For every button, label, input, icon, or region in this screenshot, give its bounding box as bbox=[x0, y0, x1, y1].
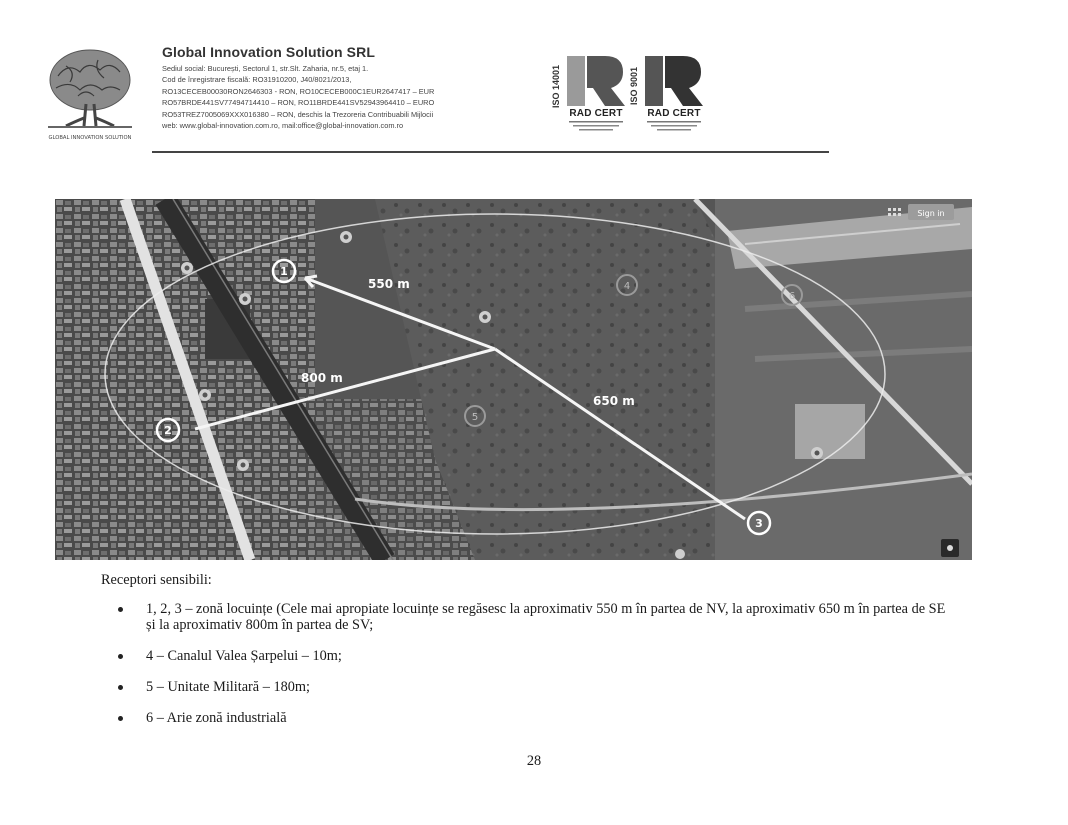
cert-fine-print bbox=[643, 120, 705, 132]
company-name: Global Innovation Solution SRL bbox=[162, 44, 375, 60]
company-account-1: RO13CECEB00030RON2646303 - RON, RO10CECEB000C1EUR2647417 – EUR bbox=[162, 86, 435, 96]
rad-cert-label: RAD CERT bbox=[647, 108, 701, 119]
list-item-text: 6 – Arie zonă industrială bbox=[146, 710, 287, 726]
list-item bbox=[118, 601, 958, 633]
header-divider bbox=[152, 151, 829, 153]
list-item bbox=[118, 679, 958, 695]
marker-label: 2 bbox=[164, 424, 172, 437]
company-account-3: RO53TREZ7005069XXX016380 – RON, deschis la Trezoreria Contribuabili Mijlocii bbox=[162, 109, 434, 119]
distance-label-650: 650 m bbox=[593, 394, 635, 408]
map-pin-icon bbox=[181, 262, 193, 274]
rad-cert-label: RAD CERT bbox=[569, 108, 623, 119]
map-pin-icon bbox=[479, 311, 491, 323]
iso-14001-certificate bbox=[551, 54, 629, 138]
map-pin-icon bbox=[340, 231, 352, 243]
list-item-text: 5 – Unitate Militară – 180m; bbox=[146, 679, 310, 695]
marker-label: 5 bbox=[471, 412, 479, 423]
satellite-map bbox=[55, 199, 972, 560]
company-fiscal-code: Cod de înregistrare fiscală: RO31910200, J40/8021/2013, bbox=[162, 75, 352, 85]
company-block bbox=[162, 44, 434, 131]
marker-label: 4 bbox=[623, 281, 631, 292]
marker-label: 1 bbox=[280, 265, 288, 278]
company-web: web: www.global-innovation.com.ro, mail:office@global-innovation.com.ro bbox=[162, 121, 404, 131]
sign-in-button[interactable] bbox=[908, 204, 954, 220]
list-item-text: 4 – Canalul Valea Șarpelui – 10m; bbox=[146, 648, 342, 664]
marker-label: 6 bbox=[788, 291, 796, 302]
list-item-text: 1, 2, 3 – zonă locuințe (Cele mai apropiate locuințe se regăsesc la aproximativ 550 m în partea de NV, la aproximativ 650 m în partea de SE și la aproximativ 800m în partea de SV; bbox=[146, 601, 946, 633]
map-pin-icon bbox=[811, 447, 823, 459]
my-location-icon[interactable] bbox=[941, 539, 959, 557]
bullet-icon bbox=[118, 716, 123, 721]
map-pin-icon bbox=[675, 549, 685, 559]
company-account-2: RO57BRDE441SV77494714410 – RON, RO11BRDE441SV52943964410 – EURO bbox=[162, 98, 435, 108]
sign-in-label: Sign in bbox=[917, 209, 945, 218]
map-pin-icon bbox=[199, 389, 211, 401]
industrial-site bbox=[795, 404, 865, 459]
bullet-icon bbox=[118, 607, 123, 612]
distance-label-550: 550 m bbox=[368, 277, 410, 291]
company-address: Sediul social: București, Sectorul 1, str.Slt. Zaharia, nr.5, etaj 1. bbox=[162, 64, 369, 73]
page-number: 28 bbox=[526, 753, 542, 769]
list-item bbox=[118, 648, 958, 664]
receptors-caption: Receptori sensibili: bbox=[101, 572, 212, 588]
list-item bbox=[118, 710, 958, 726]
map-pin-icon bbox=[237, 459, 249, 471]
marker-label: 3 bbox=[755, 517, 763, 530]
bullet-icon bbox=[118, 685, 123, 690]
map-pin-icon bbox=[239, 293, 251, 305]
brain-tree-logo bbox=[38, 46, 142, 142]
rad-cert-logo-icon bbox=[565, 56, 625, 106]
rad-cert-logo-icon bbox=[643, 56, 703, 106]
iso-label: ISO 14001 bbox=[551, 64, 561, 108]
svg-text:GLOBAL INNOVATION SOLUTION: GLOBAL INNOVATION SOLUTION bbox=[48, 135, 132, 141]
distance-label-800: 800 m bbox=[301, 371, 343, 385]
iso-label: ISO 9001 bbox=[629, 66, 639, 106]
bullet-icon bbox=[118, 654, 123, 659]
receptors-list bbox=[118, 601, 958, 741]
iso-9001-certificate bbox=[629, 54, 707, 138]
cert-fine-print bbox=[565, 120, 627, 132]
